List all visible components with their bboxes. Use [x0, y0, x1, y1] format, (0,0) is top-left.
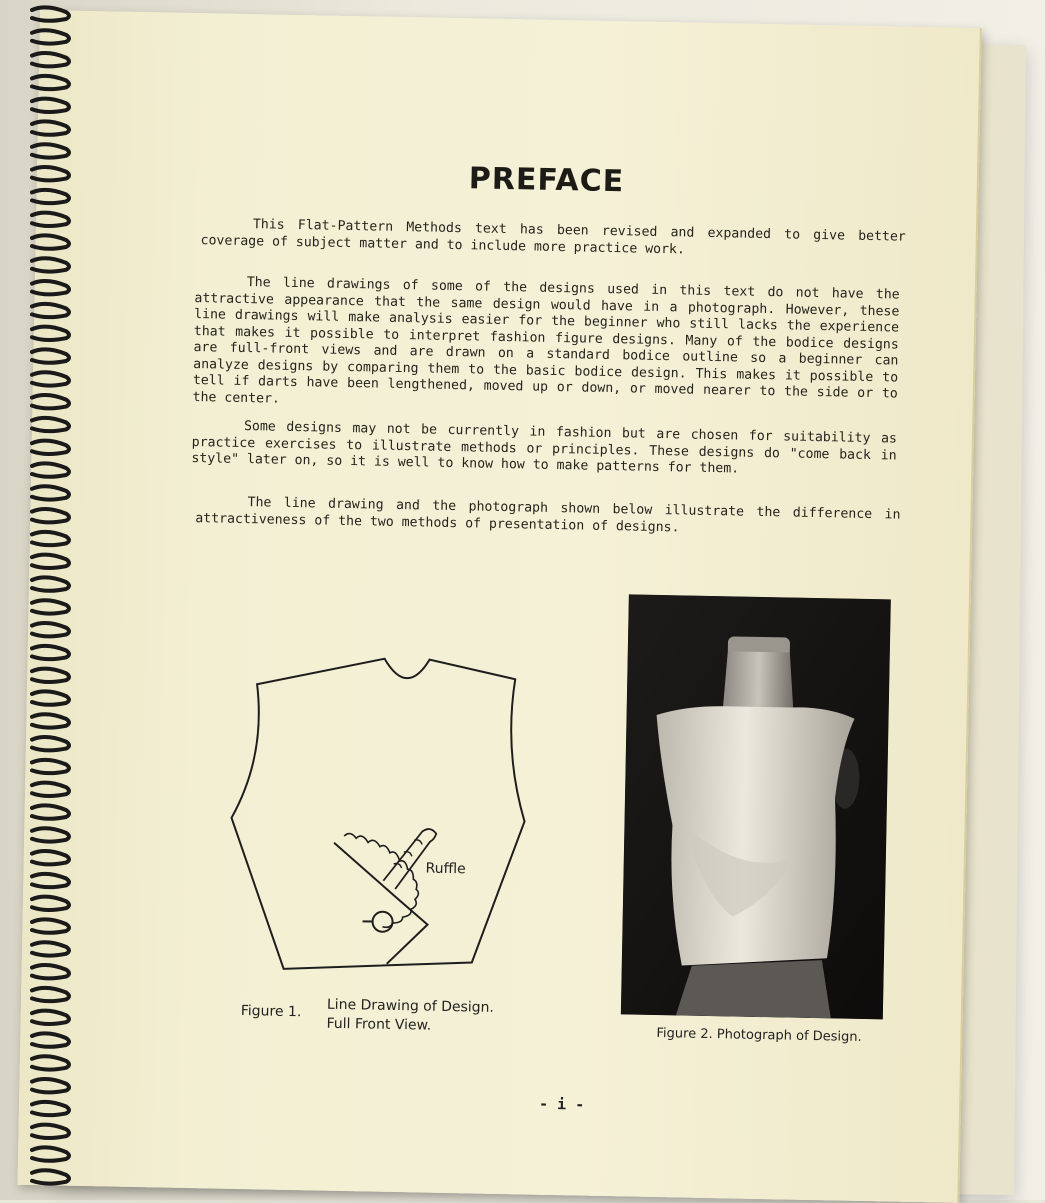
- spiral-coil: [32, 897, 69, 910]
- spiral-coil: [32, 281, 69, 294]
- bodice-line-drawing: [221, 646, 537, 982]
- spiral-coil: [32, 737, 69, 750]
- spiral-coil: [32, 486, 69, 499]
- bodice-outline: [229, 656, 528, 974]
- spiral-coil: [32, 76, 69, 89]
- figure-1-caption-line-1: Line Drawing of Design.: [327, 996, 494, 1018]
- figure-1-caption-line-2: Full Front View.: [326, 1015, 431, 1036]
- spiral-coil: [32, 555, 69, 568]
- spiral-coil: [32, 235, 69, 248]
- paragraph-1: This Flat-Pattern Methods text has been revised and expanded to give better coverage of subject matter and to include more practice work.: [200, 216, 906, 263]
- figure-2-caption: Figure 2. Photograph of Design.: [656, 1026, 862, 1045]
- ruffle-upper: [383, 828, 436, 890]
- spiral-coil: [32, 304, 69, 317]
- paragraph-3: Some designs may not be currently in fashion but are chosen for suitability as practice exercises to illustrate methods or principles. These designs do "come back in style" later on, so it is well to know how to make patterns for them.: [191, 418, 897, 481]
- spiral-coil: [32, 1147, 69, 1160]
- spiral-coil: [32, 1033, 69, 1046]
- page-title: PREFACE: [469, 161, 625, 199]
- spiral-coil: [32, 167, 69, 180]
- spiral-coil: [32, 714, 69, 727]
- spiral-coil: [32, 577, 69, 590]
- button-icon: [372, 912, 392, 932]
- spiral-coil: [32, 190, 69, 203]
- spiral-coil: [32, 760, 69, 773]
- spiral-coil: [32, 213, 69, 226]
- spiral-coil: [32, 258, 69, 271]
- spiral-coil: [32, 691, 69, 704]
- spiral-coil: [32, 395, 69, 408]
- ruffle-label: Ruffle: [425, 861, 465, 878]
- spiral-coil: [32, 99, 69, 112]
- figure-1-number: Figure 1.: [241, 1002, 302, 1022]
- spiral-coil: [32, 1125, 69, 1138]
- spiral-coil: [32, 965, 69, 978]
- page-number: - i -: [539, 1095, 584, 1114]
- spiral-coil: [32, 349, 69, 362]
- spiral-coil: [32, 851, 69, 864]
- ruffle-trim: [332, 843, 429, 965]
- book-page: [17, 10, 981, 1203]
- spiral-coil: [32, 121, 69, 134]
- spiral-coil: [32, 30, 69, 43]
- spiral-coil: [32, 1056, 69, 1069]
- spiral-coil: [32, 600, 69, 613]
- spiral-coil: [32, 919, 69, 932]
- spiral-coil: [32, 463, 69, 476]
- spiral-coil: [32, 874, 69, 887]
- spiral-coil: [32, 942, 69, 955]
- spiral-coil: [32, 509, 69, 522]
- paragraph-2: The line drawings of some of the designs used in this text do not have the attractive appearance that the same design would have in a photograph. However, these line drawings will make analysis easier for the beginner who still lacks the experience that makes it possible to interpret fashion figure designs. Many of the bodice designs are full-front views and are drawn on a standard bodice outline so a beginner can analyze designs by comparing them to the basic bodice design. This makes it possible to tell if darts have been lengthened, moved up or down, or moved nearer to the side or to the center.: [192, 274, 899, 420]
- spiral-coil: [32, 372, 69, 385]
- dress-form-photograph: [621, 594, 891, 1019]
- spiral-binding: [22, 0, 82, 1200]
- spiral-coil: [32, 828, 69, 841]
- spiral-coil: [32, 1079, 69, 1092]
- spiral-coil: [32, 7, 69, 20]
- spiral-coil: [32, 805, 69, 818]
- spiral-coil: [32, 441, 69, 454]
- spiral-coil: [32, 1170, 69, 1183]
- spiral-coil: [32, 1011, 69, 1024]
- spiral-coil: [32, 418, 69, 431]
- dress-form-illustration: [621, 594, 891, 1019]
- spiral-coil: [32, 783, 69, 796]
- spiral-coil: [32, 623, 69, 636]
- spiral-coil: [32, 144, 69, 157]
- spiral-coil: [32, 53, 69, 66]
- spiral-coil: [32, 1102, 69, 1115]
- paragraph-4: The line drawing and the photograph shown below illustrate the difference in attractiveness of the two methods of presentation of designs.: [195, 494, 901, 541]
- spiral-coil: [32, 988, 69, 1001]
- spiral-coil: [32, 669, 69, 682]
- spiral-coil: [32, 532, 69, 545]
- spiral-coil: [32, 646, 69, 659]
- spiral-coil: [32, 327, 69, 340]
